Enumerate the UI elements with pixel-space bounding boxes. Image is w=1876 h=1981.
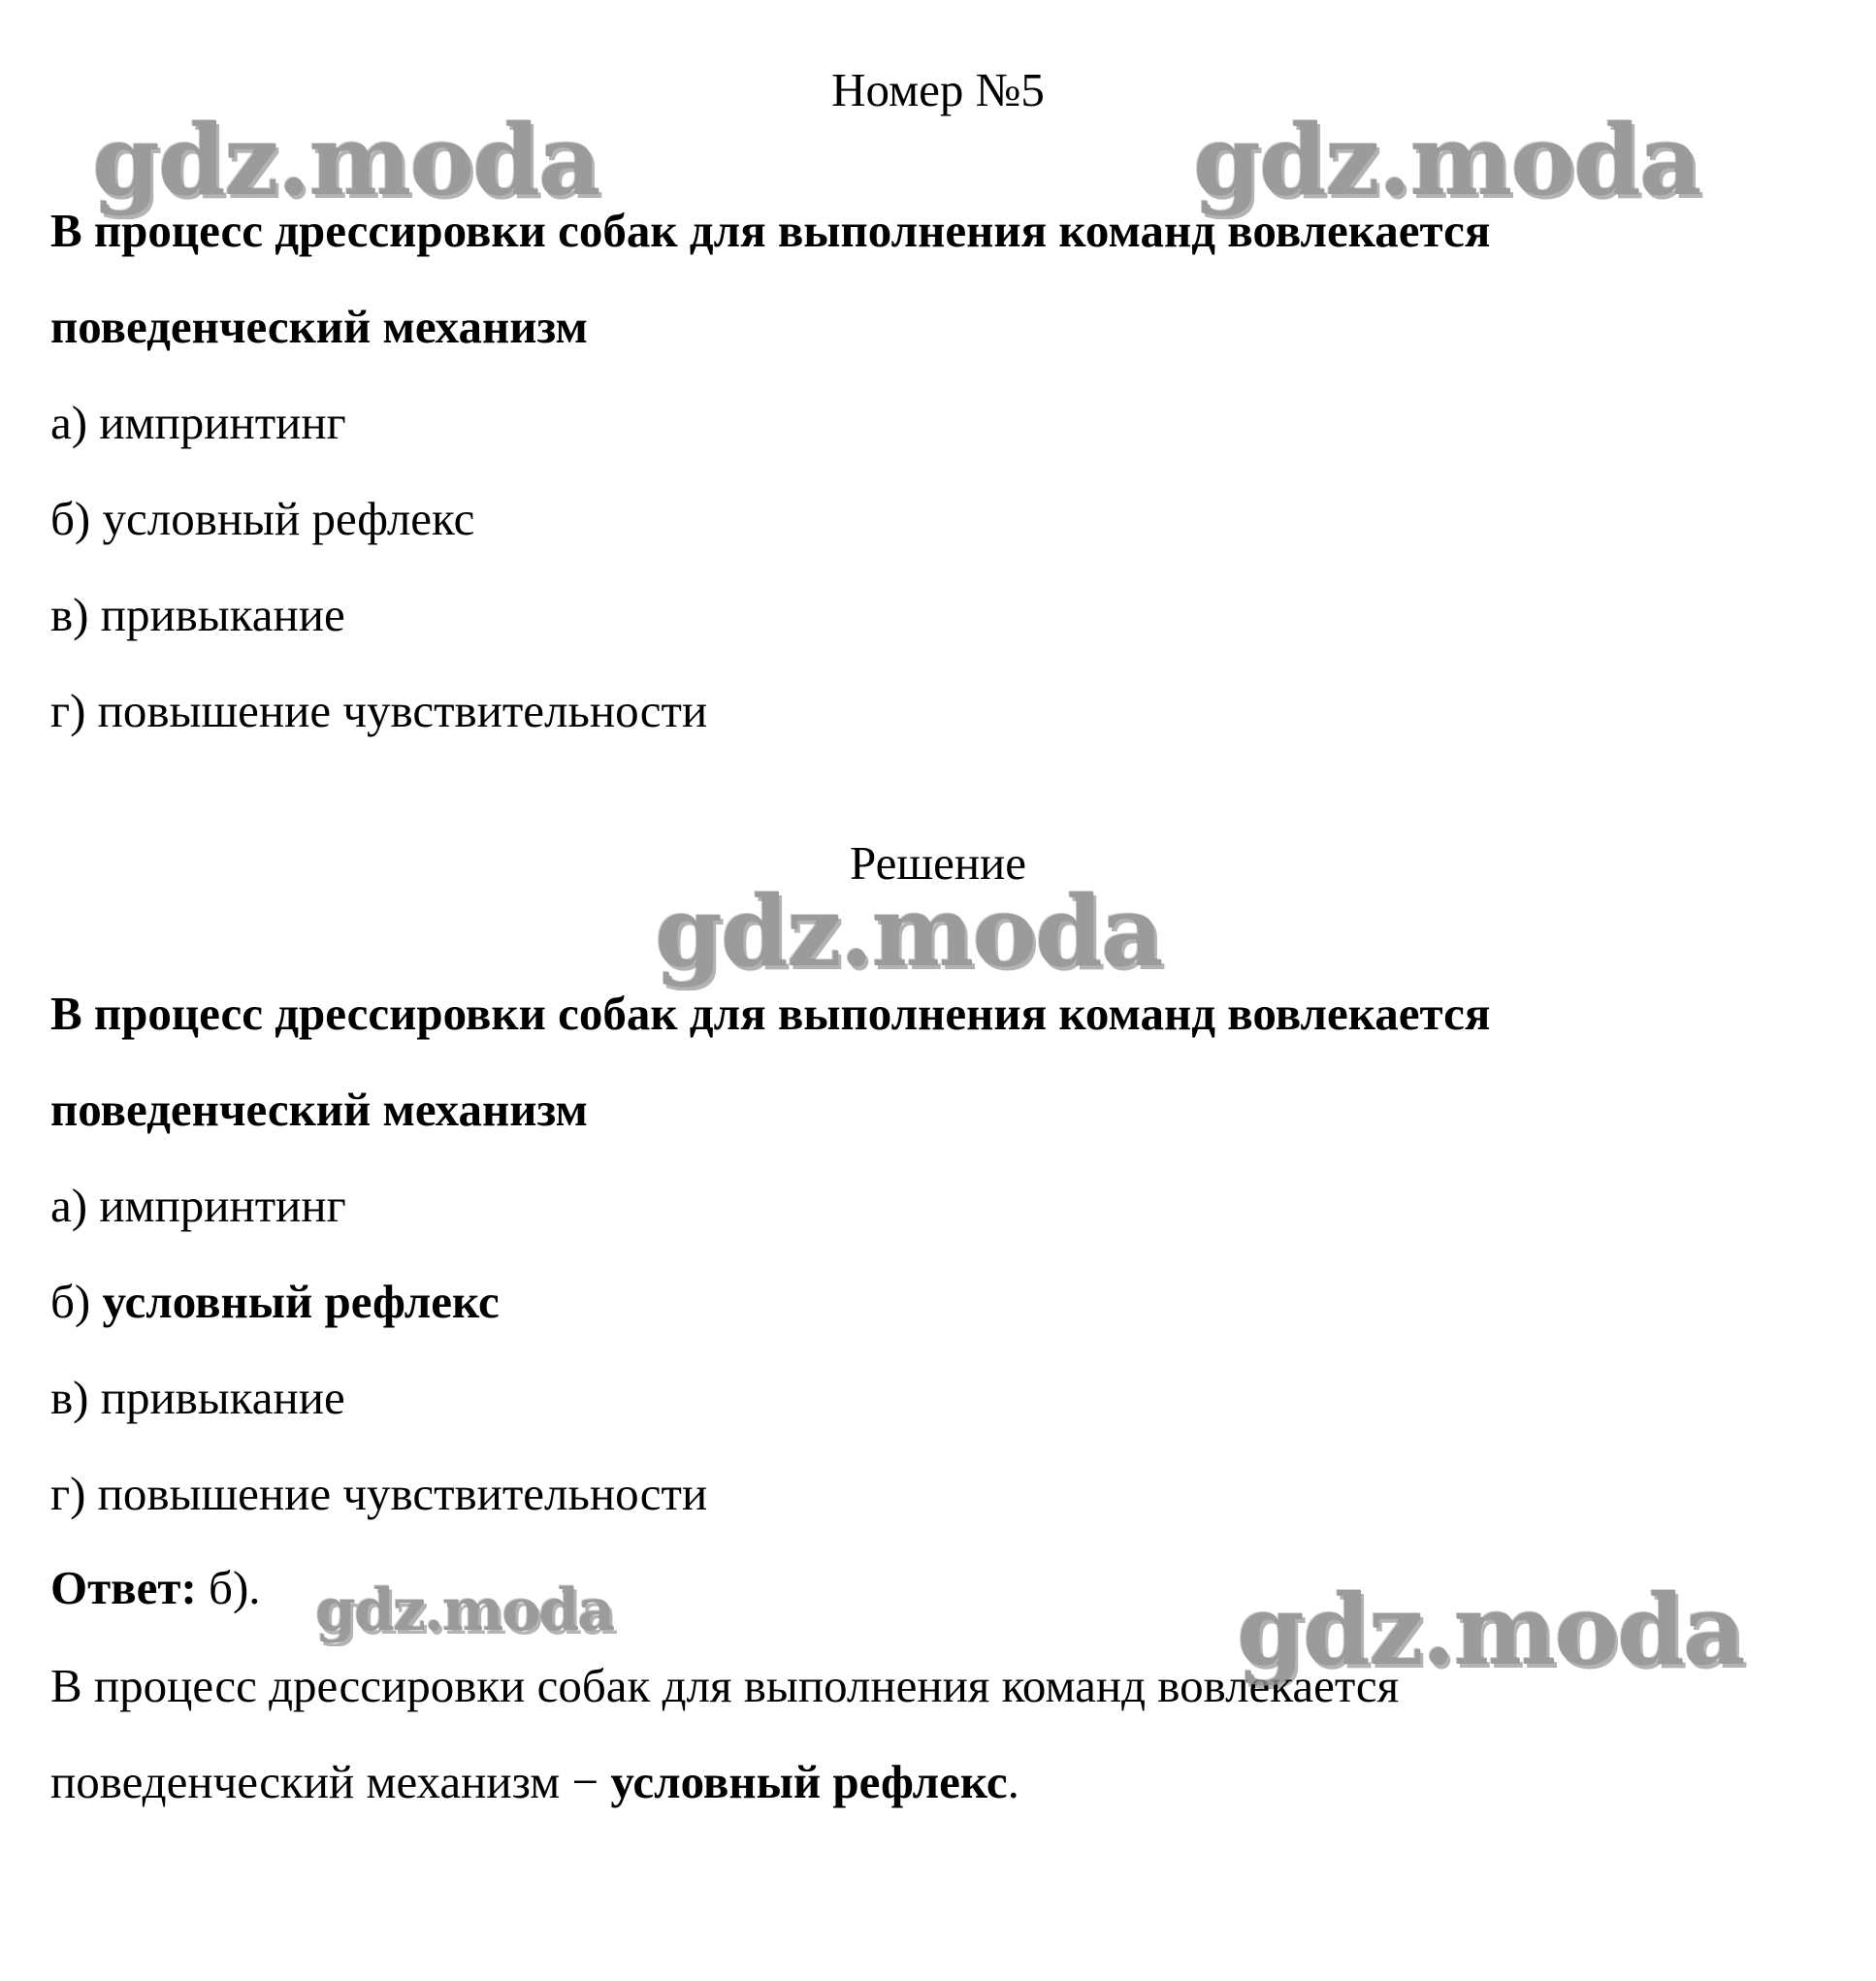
option-letter: б) [50,492,91,545]
explanation-line-2 [50,1753,1019,1811]
question-text-line-2: поведенческий механизм [50,300,588,353]
solution-option-c [50,1369,345,1427]
watermark-logo: gdz.moda [92,103,599,217]
solution-option-d [50,1465,707,1523]
option-letter: в) [50,1371,89,1424]
explanation-line-1: В процесс дрессировки собак для выполнения команд вовлекается [50,1659,1400,1712]
watermark-logo: gdz.moda [655,874,1162,989]
page-title: Номер №5 [831,63,1045,116]
option-text: импринтинг [99,1179,346,1232]
option-text: повышение чувствительности [97,684,708,737]
answer-label: Ответ: [50,1561,197,1614]
option-text: условный рефлекс [102,492,475,545]
option-letter: г) [50,684,86,737]
option-text: привыкание [100,588,345,641]
question-option-c [50,586,345,644]
watermark-logo: gdz.moda [1193,103,1700,217]
solution-text-line-2: поведенческий механизм [50,1083,588,1136]
watermark-logo: gdz.moda [1237,1573,1744,1687]
correct-option-text: условный рефлекс [102,1275,500,1328]
question-option-d [50,682,707,740]
solution-option-b [50,1273,500,1331]
option-letter: б) [50,1275,91,1328]
option-letter: в) [50,588,89,641]
solution-option-a [50,1177,346,1235]
question-option-b [50,490,474,548]
answer-value: б). [209,1561,261,1614]
option-text: повышение чувствительности [97,1467,708,1520]
option-text: импринтинг [99,396,346,449]
explanation-prefix: поведенческий механизм − [50,1755,611,1808]
explanation-suffix: . [1007,1755,1019,1808]
option-letter: а) [50,1179,88,1232]
question-option-a [50,394,346,452]
watermark-logo: gdz.moda [315,1576,614,1644]
option-letter: а) [50,396,88,449]
option-letter: г) [50,1467,86,1520]
option-text: привыкание [100,1371,345,1424]
explanation-bold: условный рефлекс [610,1755,1008,1808]
question-text-line-1: В процесс дрессировки собак для выполнения команд вовлекается [50,204,1491,257]
solution-text-line-1: В процесс дрессировки собак для выполнения команд вовлекается [50,987,1491,1040]
solution-heading: Решение [849,836,1027,890]
answer-line [50,1559,261,1617]
